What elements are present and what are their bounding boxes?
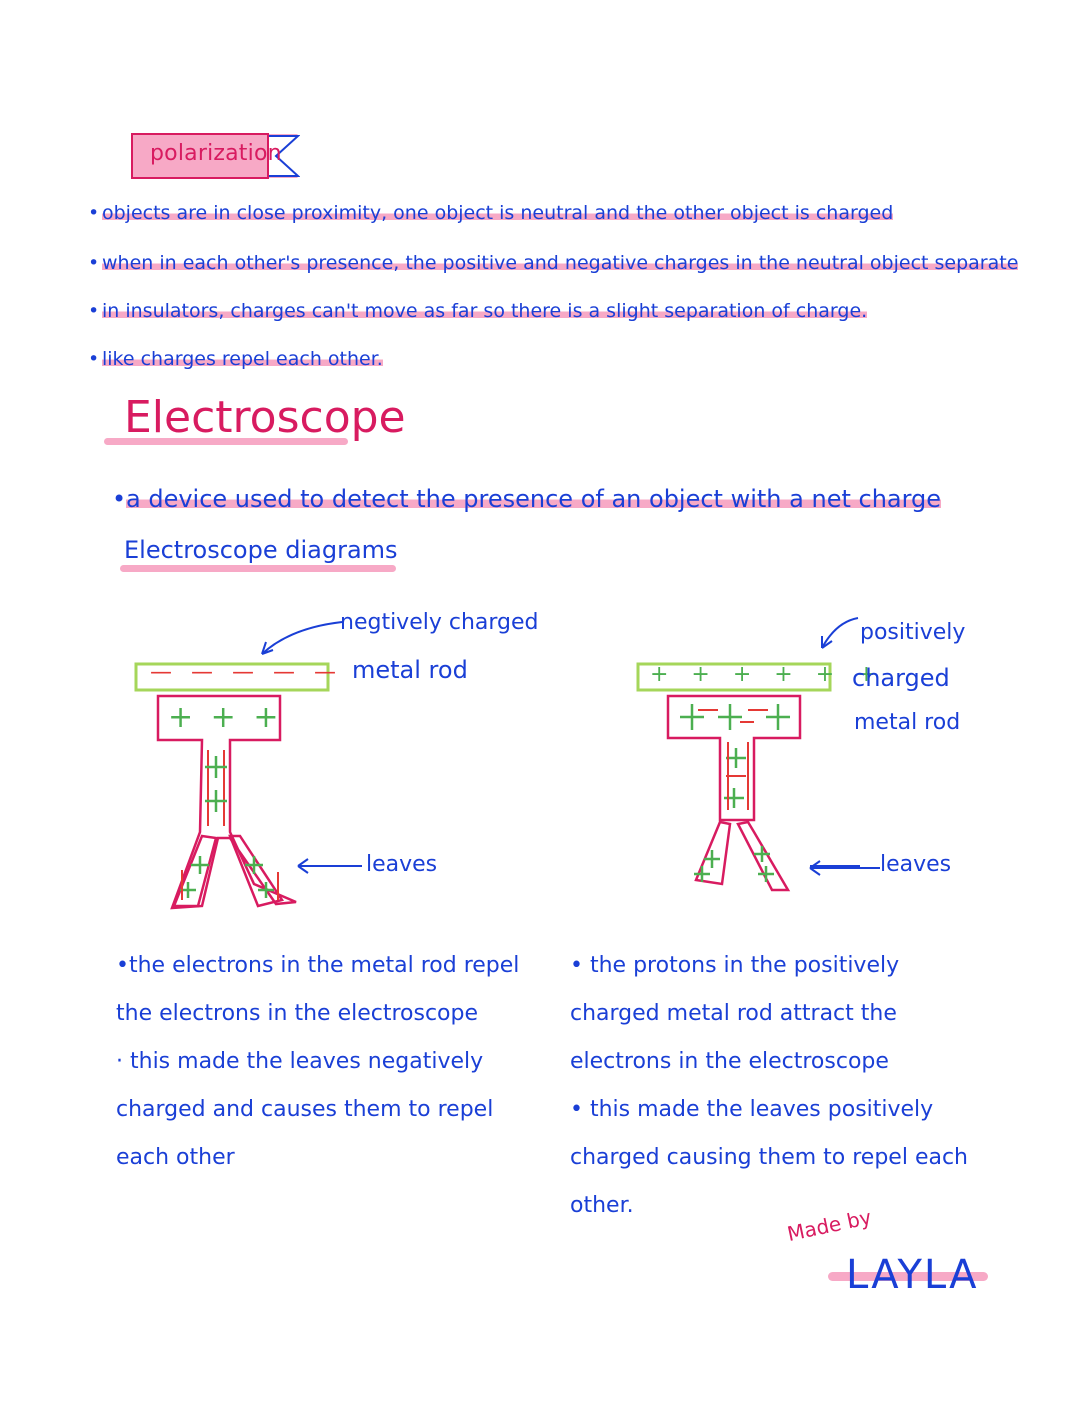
page-title: polarization xyxy=(150,141,282,166)
rod-label: positively xyxy=(860,620,966,645)
leaves-label: leaves xyxy=(366,852,438,877)
bullet-dot-icon: • xyxy=(570,1097,590,1122)
explanation-item: • this made the leaves positively charged causing them to repel each other. xyxy=(570,1097,968,1218)
title-banner xyxy=(130,132,298,180)
rod-charges: + + + + + + xyxy=(650,662,884,687)
rod-label: metal rod xyxy=(352,656,468,684)
left-electroscope-diagram xyxy=(130,600,550,920)
bullet-dot-icon: • xyxy=(88,252,100,274)
bullet-item xyxy=(88,348,383,370)
made-by-label: Made by xyxy=(785,1204,874,1246)
bullet-item xyxy=(88,252,1018,274)
bullet-text: like charges repel each other. xyxy=(102,348,383,370)
arrow-icon xyxy=(262,622,342,654)
definition-line xyxy=(112,485,941,513)
diagrams-title: Electroscope diagrams xyxy=(124,536,398,564)
bullet-dot-icon: • xyxy=(116,953,129,978)
bullet-dot-icon: • xyxy=(112,485,127,513)
leaves-label: leaves xyxy=(880,852,952,877)
explanation-item: • the protons in the positively charged metal rod attract the electrons in the electroscope xyxy=(570,953,900,1074)
definition-text: a device used to detect the presence of an object with a net charge xyxy=(126,485,942,513)
author-name: LAYLA xyxy=(846,1252,979,1298)
rod-label: metal rod xyxy=(854,710,961,735)
bullet-text: in insulators, charges can't move as far so there is a slight separation of charge. xyxy=(102,300,868,322)
bullet-dot-icon: • xyxy=(88,300,100,322)
bullet-item xyxy=(88,300,867,322)
explanation-item: •the electrons in the metal rod repel the electrons in the electroscope xyxy=(116,953,520,1026)
leaves-arrow-icon xyxy=(806,858,882,878)
bullet-text: objects are in close proximity, one object is neutral and the other object is charged xyxy=(102,202,894,224)
bullet-text: when in each other's presence, the positive and negative charges in the neutral object separate xyxy=(102,252,1019,274)
bullet-dot-icon: • xyxy=(88,202,100,224)
rod-label: negtively charged xyxy=(340,610,539,635)
section-heading: Electroscope xyxy=(124,392,406,443)
bullet-dot-icon: • xyxy=(570,953,590,978)
diagrams-underline xyxy=(120,565,396,572)
rod-charges: — — — — — xyxy=(150,660,342,685)
bullet-item xyxy=(88,202,893,224)
top-charges: + + + xyxy=(168,700,283,735)
bullet-dot-icon: • xyxy=(88,348,100,370)
left-explanation xyxy=(116,942,536,1182)
rod-label: charged xyxy=(852,664,950,692)
bullet-dot-icon: · xyxy=(116,1049,130,1074)
explanation-item: · this made the leaves negatively charged and causes them to repel each other xyxy=(116,1049,494,1170)
right-explanation xyxy=(570,942,970,1230)
